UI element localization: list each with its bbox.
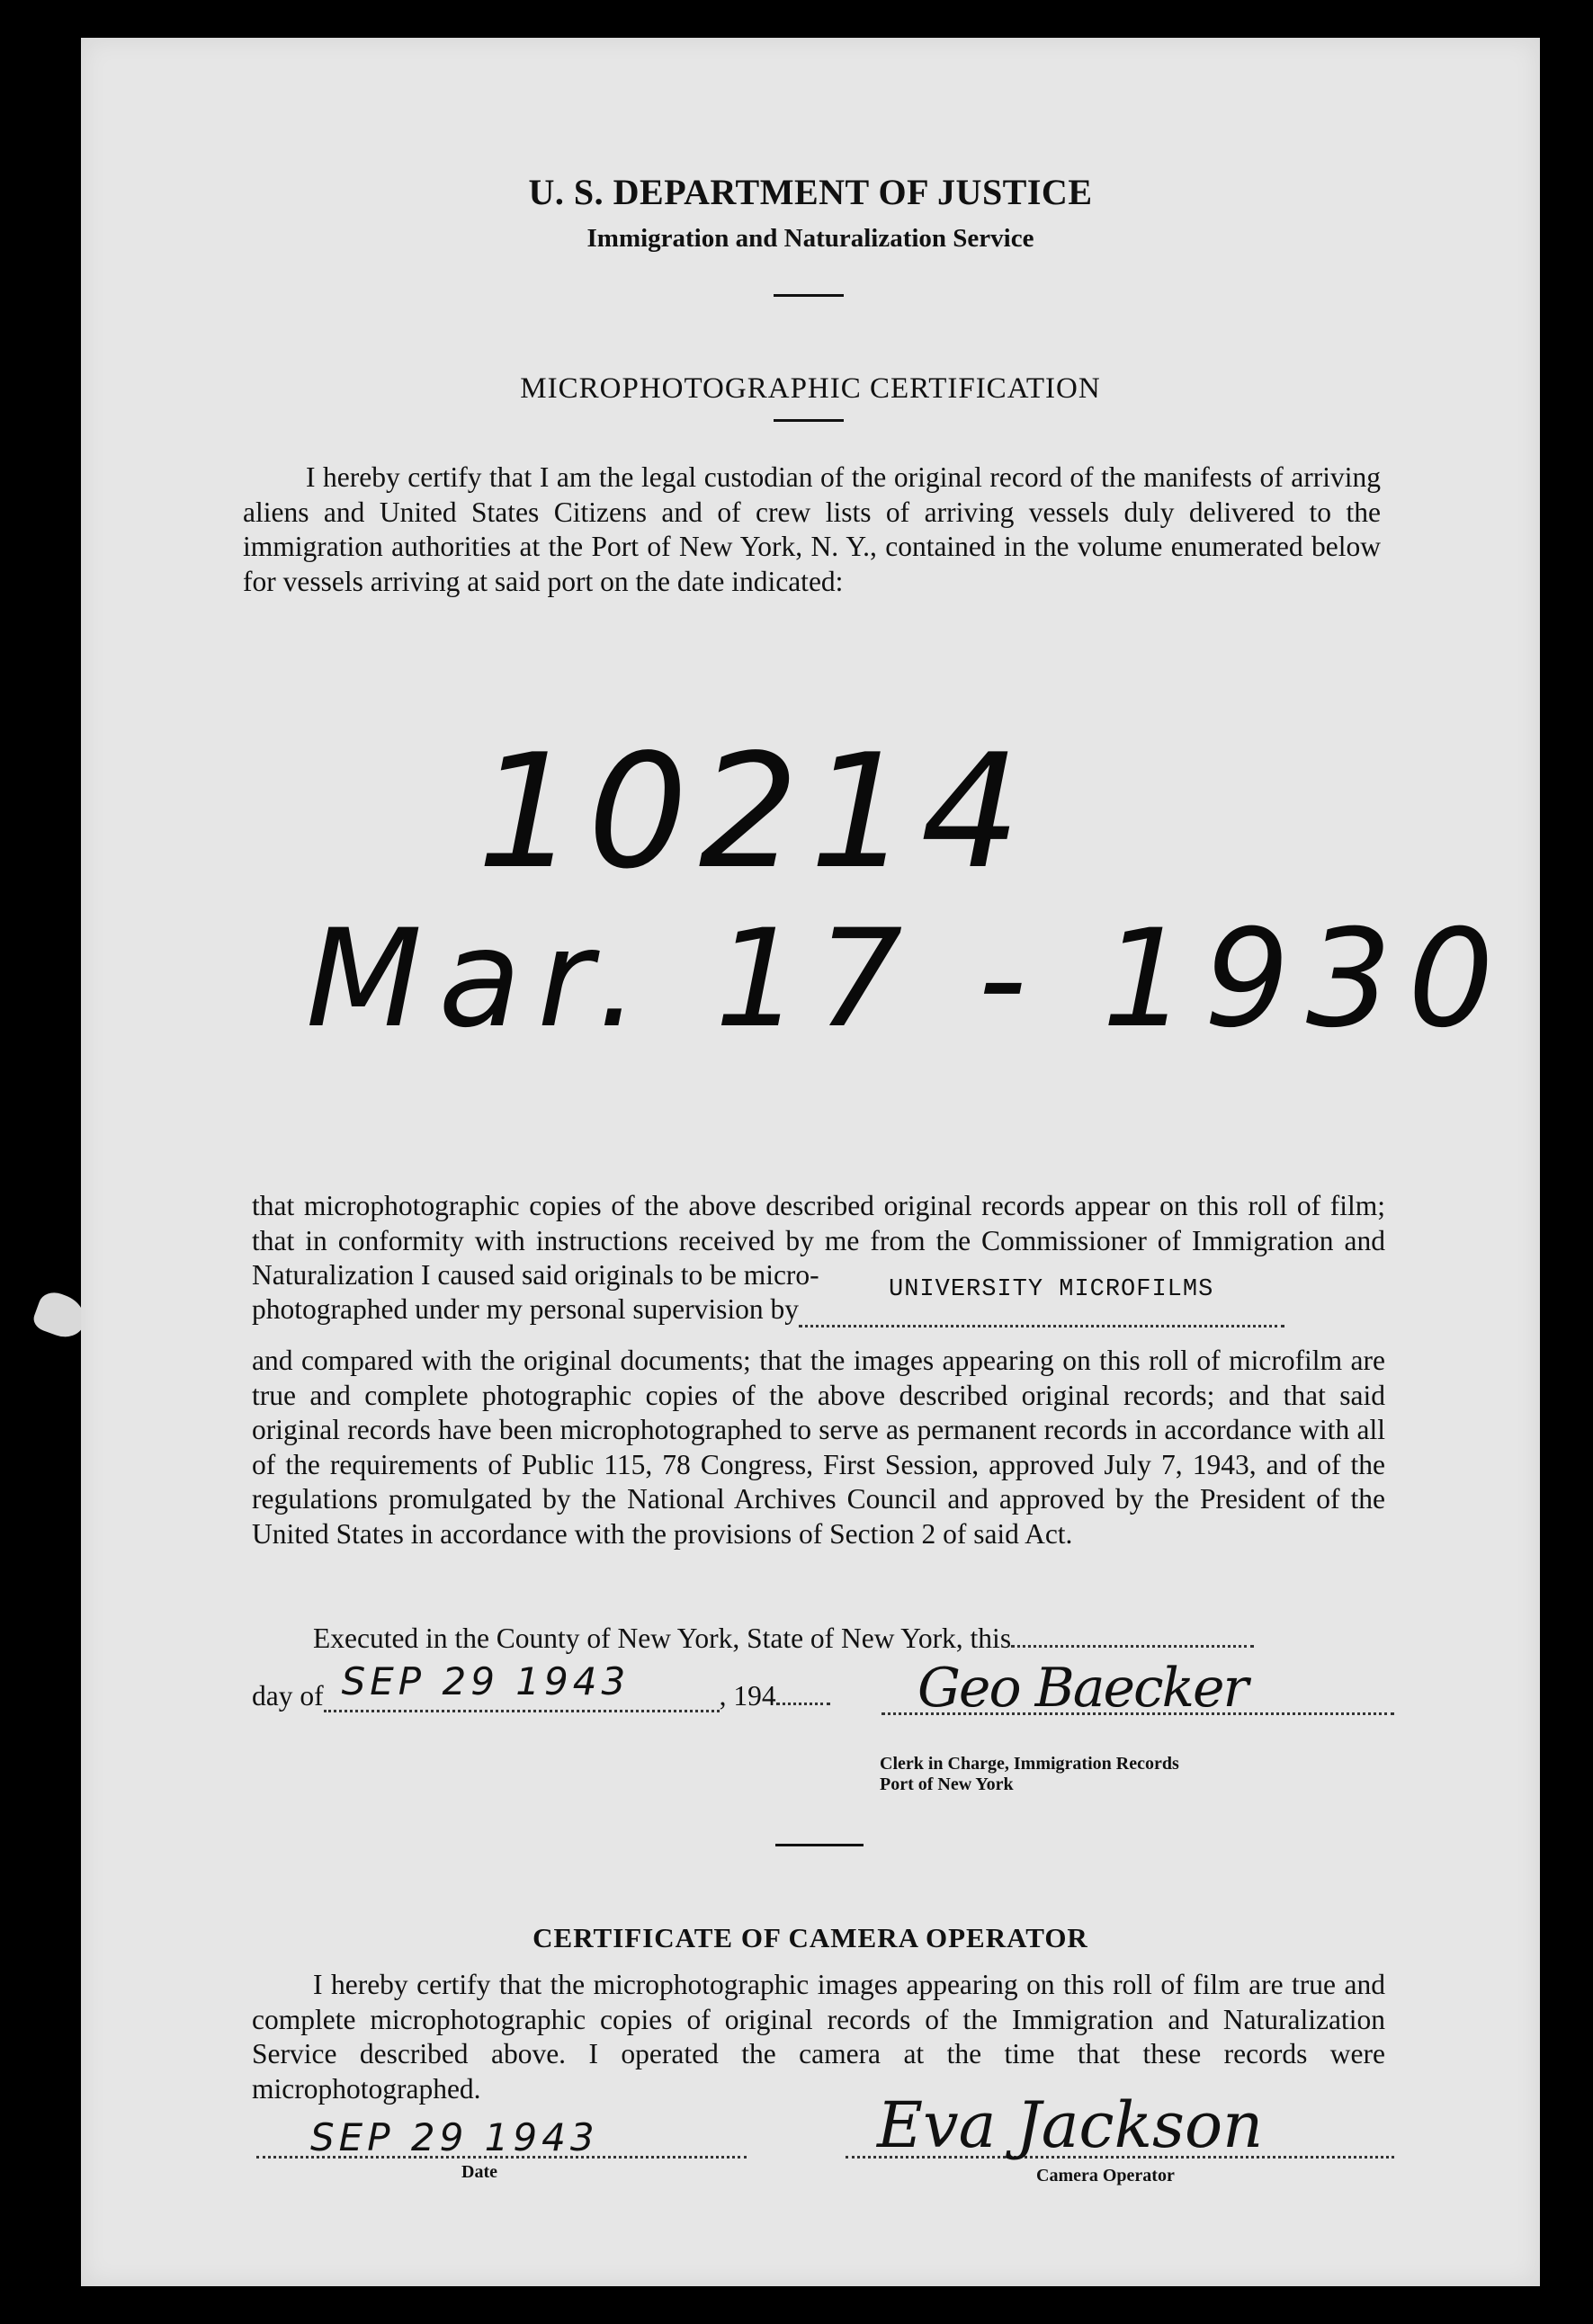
divider [774, 294, 844, 297]
service-heading: Immigration and Naturalization Service [586, 224, 1034, 253]
camera-date-block [256, 2115, 747, 2182]
camera-operator-label: Camera Operator [1036, 2166, 1175, 2185]
clerk-signature: Geo Baecker [917, 1657, 1248, 1720]
executed-stamp-date: SEP 29 1943 [341, 1659, 631, 1703]
clerk-port: Port of New York [880, 1774, 1014, 1794]
body-paragraph-part2: and compared with the original documents; that the images appearing on this roll of microfilm are true and complete photographic copies of the above described original records; and that said original records have been microphotographed to serve as permanent records in accordance with all of the requirements of Public 115, 78 Congress, First Session, approved July 7, 1943, and of the regulations promulgated by the National Archives Council and approved by the President of the United States in accordance with the provisions of Section 2 of said Act. [252, 1345, 1385, 1550]
handwritten-date: Mar. 17 - 1930 [306, 901, 1510, 1058]
day-of-field [324, 1659, 720, 1712]
executed-text: Executed in the County of New York, State of New York, this [313, 1622, 1012, 1654]
department-heading: U. S. DEPARTMENT OF JUSTICE [528, 172, 1093, 212]
clerk-signature-block [882, 1657, 1394, 1724]
camera-stamp-date: SEP 29 1943 [310, 2115, 599, 2159]
clerk-title: Clerk in Charge, Immigration Records [880, 1754, 1179, 1774]
year-label: , 194 [719, 1680, 776, 1712]
date-label: Date [461, 2162, 497, 2182]
photographed-by-prefix: photographed under my personal supervision by [252, 1293, 800, 1325]
photographed-by-field [799, 1275, 1284, 1327]
certification-title: MICROPHOTOGRAPHIC CERTIFICATION [520, 372, 1101, 405]
camera-operator-signature-block [846, 2088, 1394, 2187]
handwritten-volume-number: 10214 [477, 721, 1032, 904]
day-of-line [252, 1659, 830, 1712]
executed-day-field [1011, 1627, 1254, 1648]
intro-paragraph: I hereby certify that I am the legal custodian of the original record of the manifests of arriving aliens and United States Citizens and of crew lists of arriving vessels duly delivered to the immigration authorities at the Port of New York, N. Y., contained in the volume enumerated below for vessels arriving at said port on the date indicated: [243, 461, 1381, 597]
executed-line [313, 1622, 1254, 1655]
body-paragraph-part1: that microphotographic copies of the above described original records appear on this roll of film; that in conformity with instructions received by me from the Commissioner of Immigration and Naturalization I caused said originals to be micro- [252, 1190, 1385, 1291]
photographed-by-value: UNIVERSITY MICROFILMS [889, 1275, 1214, 1303]
photographed-by-line [252, 1275, 1385, 1327]
year-field [776, 1685, 830, 1705]
camera-operator-signature: Eva Jackson [877, 2088, 1264, 2162]
divider [774, 419, 844, 422]
certificate-page [81, 38, 1540, 2286]
document-header [81, 171, 1540, 254]
camera-paragraph: I hereby certify that the microphotographic images appearing on this roll of film are true and complete microphotographic copies of original records of the Immigration and Naturalization Service described above. I operated the camera at the time that these records were microphotographed. [252, 1969, 1385, 2105]
day-of-label: day of [252, 1680, 324, 1712]
camera-certificate-title: CERTIFICATE OF CAMERA OPERATOR [532, 1922, 1088, 1953]
divider [775, 1844, 864, 1846]
